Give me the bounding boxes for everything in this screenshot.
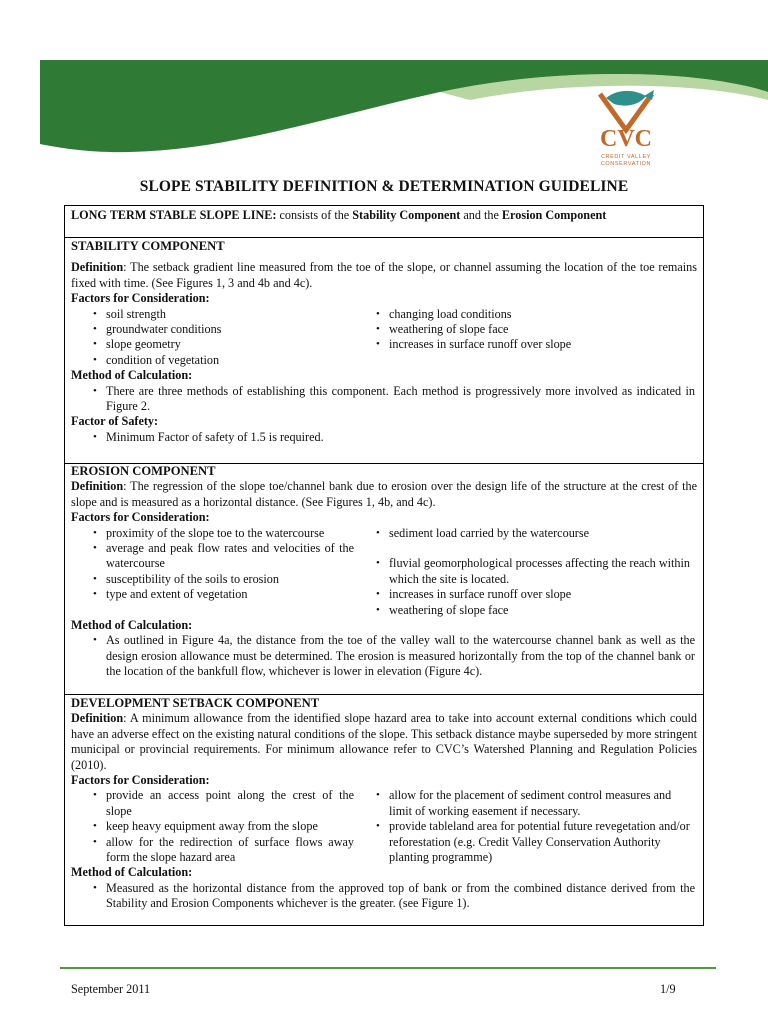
list-item: • weathering of slope face [354, 603, 697, 618]
development-setback-box [64, 694, 704, 926]
erosion-factors-label: Factors for Consideration: [71, 510, 210, 525]
list-item: • average and peak flow rates and velocities of the watercourse [71, 541, 354, 572]
list-item: • type and extent of vegetation [71, 587, 354, 602]
erosion-component-box [64, 463, 704, 695]
list-item: • sediment load carried by the watercourse [354, 526, 697, 541]
erosion-definition-label: Definition [71, 479, 124, 494]
stability-factors-label: Factors for Consideration: [71, 291, 210, 306]
intro-label: LONG TERM STABLE SLOPE LINE: [71, 208, 277, 222]
list-item: • susceptibility of the soils to erosion [71, 572, 354, 587]
stability-method-list [71, 384, 697, 415]
development-method-label: Method of Calculation: [71, 865, 193, 880]
stability-component-box [64, 237, 704, 464]
erosion-method-list [71, 633, 697, 679]
footer-page-number: 1/9 [660, 982, 676, 996]
list-item: • slope geometry [71, 337, 354, 352]
stability-heading: STABILITY COMPONENT [71, 239, 225, 253]
fish-icon [586, 86, 666, 170]
stability-factors [71, 307, 697, 369]
development-heading: DEVELOPMENT SETBACK COMPONENT [71, 696, 320, 710]
development-definition-label: Definition [71, 711, 124, 726]
stability-safety-list [71, 430, 697, 445]
long-term-stable-slope-box [64, 205, 704, 238]
list-item: • soil strength [71, 307, 354, 322]
erosion-factors [71, 526, 697, 618]
erosion-definition-text: : The regression of the slope toe/channel bank due to erosion over the design life of the structure at the crest of the slope and is measured as a horizontal distance. (See Figures 1, 4b, and 4c). [71, 479, 697, 509]
development-factors [71, 788, 697, 865]
list-item: • condition of vegetation [71, 353, 354, 368]
footer-divider [60, 967, 716, 969]
page-title: SLOPE STABILITY DEFINITION & DETERMINATION GUIDELINE [139, 178, 629, 195]
development-factors-label: Factors for Consideration: [71, 773, 210, 788]
list-item: • Measured as the horizontal distance from the approved top of bank or from the combined distance derived from the Stability and Erosion Components whichever is the greater. (see Figure 1). [71, 881, 697, 912]
list-item: • changing load conditions [354, 307, 697, 322]
list-item: • proximity of the slope toe to the watercourse [71, 526, 354, 541]
erosion-factors-left [71, 526, 354, 618]
cvc-logo [586, 86, 666, 170]
stability-factors-left [71, 307, 354, 369]
stability-definition-label: Definition [71, 260, 124, 275]
logo-subtitle-1: CREDIT VALLEY [600, 154, 652, 160]
stability-definition [71, 260, 697, 291]
list-item: • keep heavy equipment away from the slope [71, 819, 354, 834]
list-item: • increases in surface runoff over slope [354, 587, 697, 602]
intro-erosion: Erosion Component [501, 208, 607, 222]
intro-stability: Stability Component [352, 208, 461, 222]
stability-safety-label: Factor of Safety: [71, 414, 159, 429]
list-item: • increases in surface runoff over slope [354, 337, 697, 352]
stability-factors-right [354, 307, 697, 369]
list-item: • groundwater conditions [71, 322, 354, 337]
logo-text: CVC [600, 126, 652, 152]
development-factors-left [71, 788, 354, 865]
stability-definition-text: : The setback gradient line measured from the toe of the slope, or channel assuming the location of the toe remains fixed with time. (See Figures 1, 3 and 4b and 4c). [71, 260, 697, 290]
intro-text-1: consists of the [276, 208, 353, 222]
list-item: • fluvial geomorphological processes affecting the reach within which the site is located. [354, 556, 697, 587]
list-item: • provide tableland area for potential future revegetation and/or reforestation (e.g. Credit Valley Conservation Authority planting programme) [354, 819, 697, 865]
list-item: • weathering of slope face [354, 322, 697, 337]
stability-method-label: Method of Calculation: [71, 368, 193, 383]
list-item: • provide an access point along the crest of the slope [71, 788, 354, 819]
erosion-definition [71, 479, 697, 510]
intro-text-2: and the [460, 208, 502, 222]
list-item: • There are three methods of establishing this component. Each method is progressively more involved as indicated in Figure 2. [71, 384, 697, 415]
development-method-list [71, 881, 697, 912]
development-definition [71, 711, 697, 773]
erosion-factors-right [354, 526, 697, 618]
development-factors-right [354, 788, 697, 865]
list-item: • Minimum Factor of safety of 1.5 is required. [71, 430, 697, 445]
development-definition-text: : A minimum allowance from the identified slope hazard area to take into account external conditions which could have an adverse effect on the existing natural conditions of the slope. This setback distance maybe superseded by more stringent municipal or provincial requirements. For minimum allowance refer to CVC’s Watershed Planning and Regulation Policies (2010). [71, 711, 697, 772]
logo-subtitle-2: CONSERVATION [600, 161, 652, 167]
list-item: • allow for the placement of sediment control measures and limit of working easement if necessary. [354, 788, 697, 819]
list-item: • allow for the redirection of surface flows away form the slope hazard area [71, 835, 354, 866]
erosion-method-label: Method of Calculation: [71, 618, 193, 633]
list-item: • As outlined in Figure 4a, the distance from the toe of the valley wall to the watercourse channel bank as well as the design erosion allowance must be determined. The erosion is measured horizontally from the top of the channel bank or the location of the bankfull flow, whichever is lower in elevation (Figure 4c). [71, 633, 697, 679]
footer-date: September 2011 [71, 982, 151, 996]
erosion-heading: EROSION COMPONENT [71, 464, 216, 478]
